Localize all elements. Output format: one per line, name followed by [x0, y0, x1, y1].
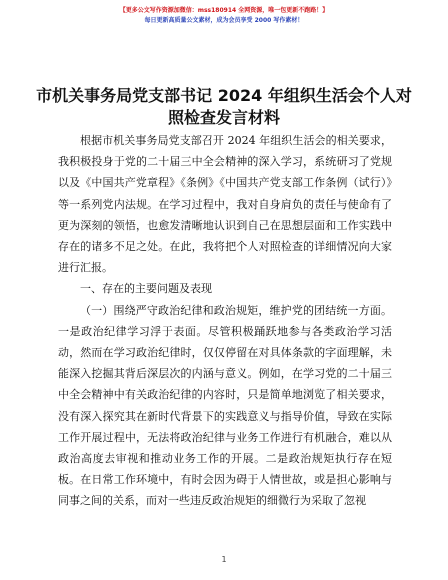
paragraph-problems: （一）围绕严守政治纪律和政治规矩，维护党的团结统一方面。一是政治纪律学习浮于表面。尽管积极踊跃地参与各类政治学习活动，然而在学习政治纪律时，仅仅停留在对具体条款的字面理解，未能深入挖掘其背后深层次的内涵与意义。例如，在学习党的二十届三中全会精神中有关政治纪律的内容时，只是简单地浏览了相关要求，没有深入探究其在新时代背景下的实践意义与指导价值，导致在实际工作开展过程中，无法将政治纪律与业务工作进行有机融合，难以从政治高度去审视和推动业务工作的开展。二是政治规矩执行存在短板。在日常工作环境中，有时会因为碍于人情世故，或是担心影响与同事之间的关系，而对一些违反政治规矩的细微行为采取了忽视 — [58, 303, 392, 508]
document-body — [58, 130, 392, 512]
promo-line-1: 【更多公文写作资源加微信：mss180914 全网资源，唯一包更新不跑路！】 — [119, 7, 329, 14]
document-title: 市机关事务局党支部书记 2024 年组织生活会个人对照检查发言材料 — [36, 86, 412, 127]
paragraph-intro: 根据市机关事务局党支部召开 2024 年组织生活会的相关要求，我积极投身于党的二十届三中全会精神的深入学习，系统研习了党规以及《中国共产党章程》《条例》《中国共产党支部工作条例（试行）》等一系列党内法规。在学习过程中，我对自身肩负的责任与使命有了更为深刻的领悟，也愈发清晰地认识到自己在思想层面和工作实践中存在的诸多不足之处。在此，我将把个人对照检查的详细情况向大家进行汇报。 — [58, 134, 392, 275]
section-heading: 一、存在的主要问题及表现 — [80, 282, 212, 296]
promo-line-2: 每日更新高质量公文素材，成为会员享受 2000 写作素材！ — [144, 17, 304, 24]
promo-banner — [0, 6, 448, 26]
page-number: 1 — [221, 555, 227, 564]
